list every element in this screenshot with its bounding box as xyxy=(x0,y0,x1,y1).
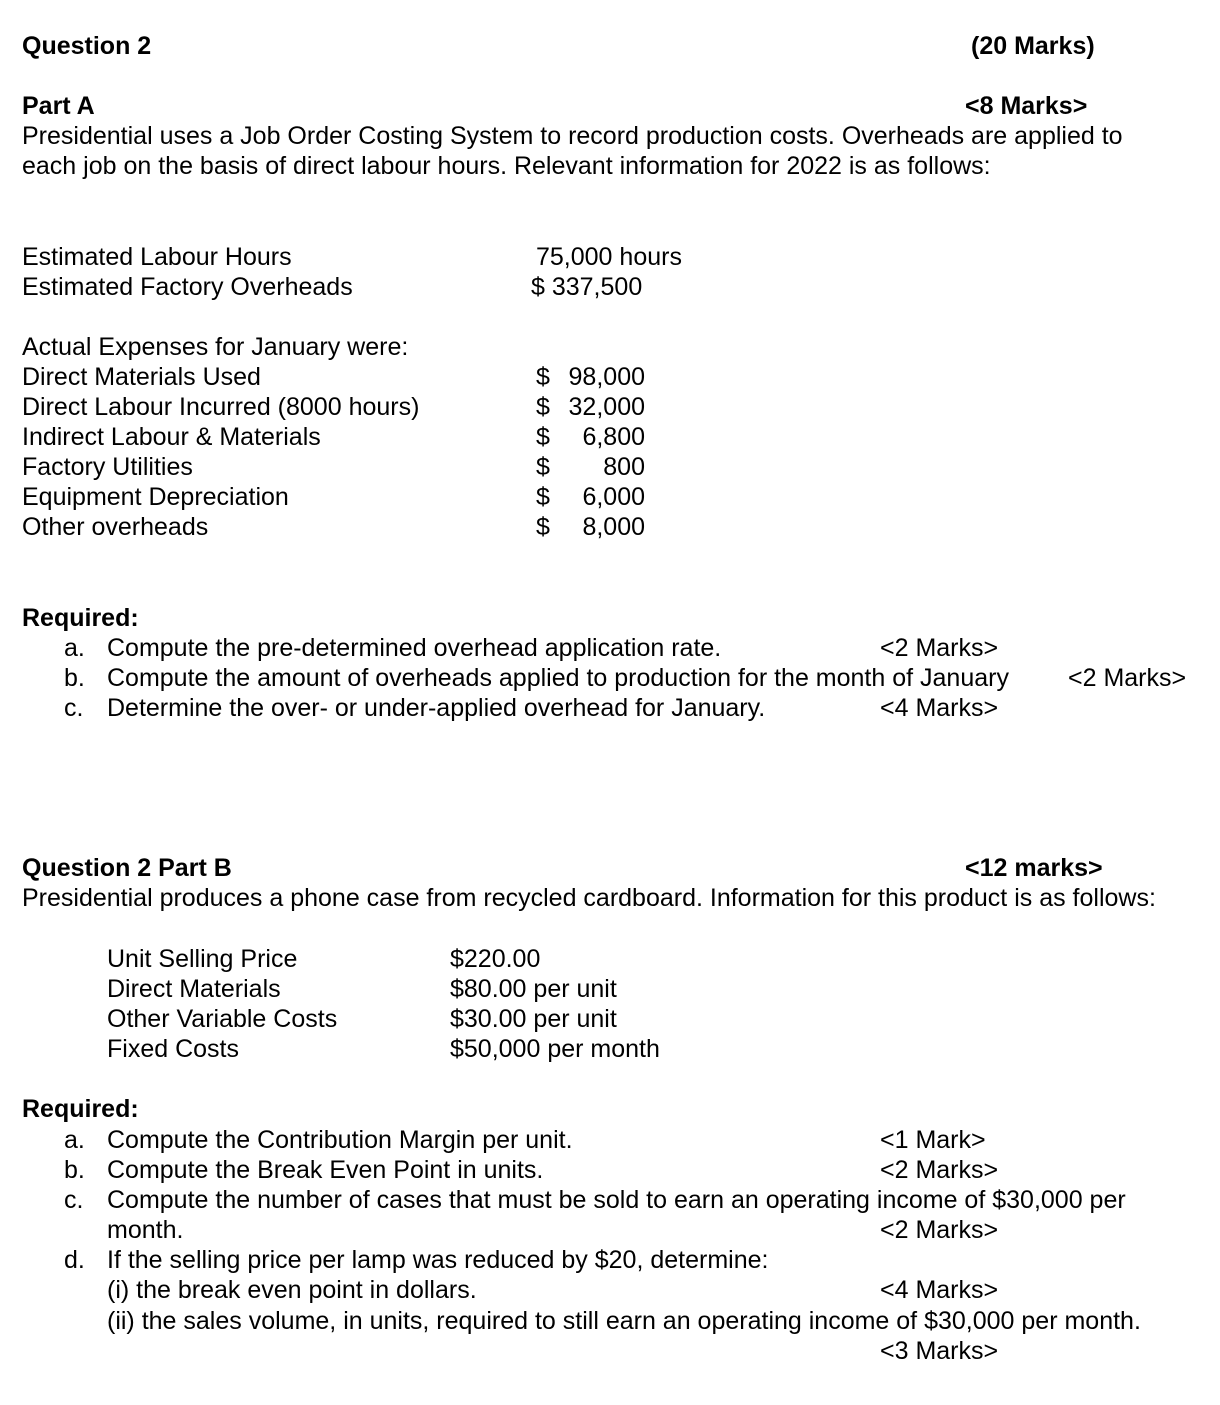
part-b-title: Question 2 Part B xyxy=(22,854,232,882)
required-letter: d. xyxy=(64,1246,85,1274)
estimate-label: Estimated Labour Hours xyxy=(22,243,292,271)
required-text: Compute the pre-determined overhead application rate. xyxy=(107,634,722,662)
required-text: Compute the Contribution Margin per unit. xyxy=(107,1126,573,1154)
product-info-label: Direct Materials xyxy=(107,975,281,1003)
part-a-intro-line1: Presidential uses a Job Order Costing System to record production costs. Overheads are applied to xyxy=(22,122,1123,150)
required-marks: <1 Mark> xyxy=(880,1126,986,1154)
required-letter: c. xyxy=(64,1186,84,1214)
expense-amount: 32,000 xyxy=(568,393,645,421)
product-info-value: $50,000 per month xyxy=(450,1035,660,1063)
required-marks: <2 Marks> xyxy=(880,1156,999,1184)
required-text: Compute the amount of overheads applied to production for the month of January xyxy=(107,664,1009,692)
expense-currency: $ xyxy=(536,393,550,421)
expense-amount: 8,000 xyxy=(582,513,645,541)
part-a-title: Part A xyxy=(22,92,95,120)
product-info-label: Fixed Costs xyxy=(107,1035,239,1063)
required-marks: <2 Marks> xyxy=(880,1216,999,1244)
required-letter: a. xyxy=(64,1126,85,1154)
estimate-value: $ 337,500 xyxy=(531,273,643,301)
expense-currency: $ xyxy=(536,513,550,541)
required-text: Compute the number of cases that must be sold to earn an operating income of $30,000 per xyxy=(107,1186,1126,1214)
estimate-label: Estimated Factory Overheads xyxy=(22,273,353,301)
expense-currency: $ xyxy=(536,453,550,481)
expense-label: Factory Utilities xyxy=(22,453,193,481)
part-b-required-heading: Required: xyxy=(22,1095,139,1123)
question-marks: (20 Marks) xyxy=(971,32,1095,60)
sub-item-text: (i) the break even point in dollars. xyxy=(107,1276,477,1304)
expense-currency: $ xyxy=(536,363,550,391)
expense-amount: 6,000 xyxy=(582,483,645,511)
expense-currency: $ xyxy=(536,423,550,451)
part-a-intro-line2: each job on the basis of direct labour hours. Relevant information for 2022 is as follows: xyxy=(22,152,991,180)
expense-amount: 98,000 xyxy=(568,363,645,391)
sub-item-marks: <3 Marks> xyxy=(880,1337,999,1365)
product-info-value: $80.00 per unit xyxy=(450,975,617,1003)
required-text: Compute the Break Even Point in units. xyxy=(107,1156,544,1184)
required-text: If the selling price per lamp was reduced by $20, determine: xyxy=(107,1246,769,1274)
sub-item-text: (ii) the sales volume, in units, required to still earn an operating income of $30,000 per month. xyxy=(107,1307,1141,1335)
required-letter: b. xyxy=(64,1156,85,1184)
expense-amount: 6,800 xyxy=(582,423,645,451)
product-info-value: $220.00 xyxy=(450,945,541,973)
estimate-value: 75,000 hours xyxy=(536,243,682,271)
expense-currency: $ xyxy=(536,483,550,511)
part-b-marks: <12 marks> xyxy=(965,854,1103,882)
expense-label: Direct Materials Used xyxy=(22,363,261,391)
question-title: Question 2 xyxy=(22,32,152,60)
required-marks: <4 Marks> xyxy=(880,694,999,722)
required-letter: a. xyxy=(64,634,85,662)
actual-heading: Actual Expenses for January were: xyxy=(22,333,409,361)
sub-item-marks: <4 Marks> xyxy=(880,1276,999,1304)
required-letter: c. xyxy=(64,694,84,722)
expense-amount: 800 xyxy=(603,453,645,481)
expense-label: Other overheads xyxy=(22,513,209,541)
expense-label: Indirect Labour & Materials xyxy=(22,423,321,451)
product-info-label: Unit Selling Price xyxy=(107,945,298,973)
expense-label: Direct Labour Incurred (8000 hours) xyxy=(22,393,420,421)
part-b-intro: Presidential produces a phone case from recycled cardboard. Information for this product is as follows: xyxy=(22,884,1156,912)
required-marks: <2 Marks> xyxy=(880,634,999,662)
product-info-label: Other Variable Costs xyxy=(107,1005,338,1033)
part-a-required-heading: Required: xyxy=(22,604,139,632)
product-info-value: $30.00 per unit xyxy=(450,1005,617,1033)
part-a-marks: <8 Marks> xyxy=(965,92,1088,120)
required-text-continued: month. xyxy=(107,1216,184,1244)
required-letter: b. xyxy=(64,664,85,692)
required-text: Determine the over- or under-applied overhead for January. xyxy=(107,694,766,722)
required-marks: <2 Marks> xyxy=(1068,664,1187,692)
expense-label: Equipment Depreciation xyxy=(22,483,289,511)
